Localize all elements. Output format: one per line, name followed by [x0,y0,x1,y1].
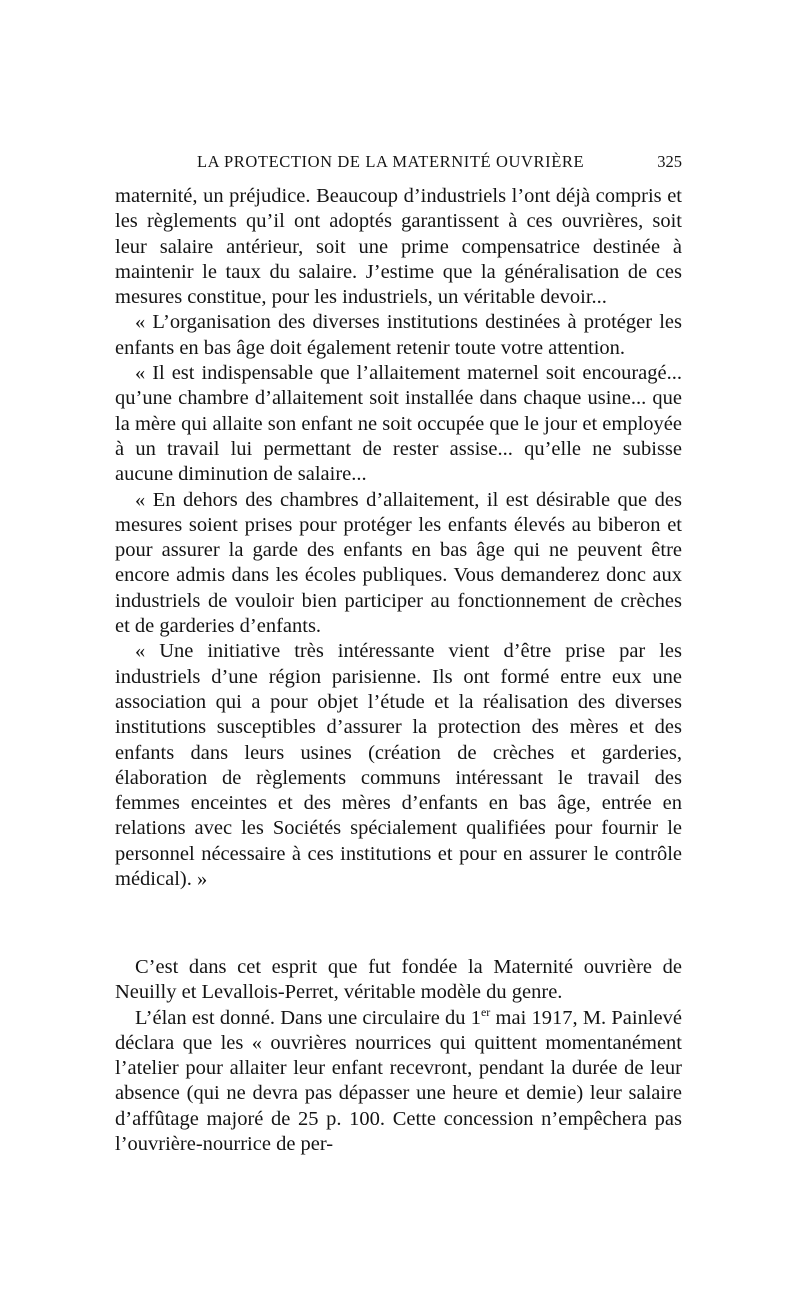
paragraph-initiative: « Une initiative très intéressante vient d’être prise par les industriels d’une région parisienne. Ils ont formé entre eux une association qui a pour objet l’étude et la réalisation des diverses institutions susceptibles d’assurer la protection des mères et des enfants dans leurs usines (création de crèches et garderies, élaboration de règlements communs intéressant le travail des femmes enceintes et des mères d’enfants en bas âge, entrée en relations avec les Sociétés spécialement qualifiées pour fournir le personnel nécessaire à ces institutions et pour en assurer le contrôle médical). » [115,640,682,891]
running-header [115,152,682,178]
ordinal-superscript: er [480,1004,491,1019]
quoted-circular-text [115,184,682,892]
paragraph-esprit: C’est dans cet esprit que fut fondée la Maternité ouvrière de Neuilly et Levallois-Perret, véritable modèle du genre. [115,956,682,1004]
paragraph-maternite: maternité, un préjudice. Beaucoup d’industriels l’ont déjà compris et les règlements qu’il ont adoptés garantissent à ces ouvrières, soit leur salaire antérieur, soit une prime compensatrice destinée à maintenir le taux du salaire. J’estime que la généralisation de ces mesures constitue, pour les industriels, un véritable devoir... [115,185,682,309]
elan-text-rest: mai 1917, M. Painlevé déclara que les « ouvrières nourrices qui quittent momentanément l’atelier pour allaiter leur enfant recevront, pendant la durée de leur absence (qui ne devra pas dépasser une heure et demie) leur salaire d’affûtage majoré de 25 p. 100. Cette concession n’empêchera pas l’ouvrière-nourrice de per- [115,1006,682,1156]
paragraph-elan [115,1006,682,1158]
narrative-text [115,955,682,1157]
running-title: LA PROTECTION DE LA MATERNITÉ OUVRIÈRE [197,152,585,171]
elan-text-start: L’élan est donné. Dans une circulaire du 1 [135,1006,481,1029]
paragraph-allaitement: « Il est indispensable que l’allaitement maternel soit encouragé... qu’une chambre d’allaitement soit installée dans chaque usine... que la mère qui allaite son enfant ne soit occupée que le jour et employée à un travail lui permettant de rester assise... qu’elle ne subisse aucune diminution de salaire... [115,362,682,486]
paragraph-organisation: « L’organisation des diverses institutions destinées à protéger les enfants en bas âge doit également retenir toute votre attention. [115,311,682,359]
page-number: 325 [657,152,682,171]
paragraph-chambres: « En dehors des chambres d’allaitement, il est désirable que des mesures soient prises pour protéger les enfants élevés au biberon et pour assurer la garde des enfants en bas âge qui ne peuvent être encore admis dans les écoles publiques. Vous demanderez donc aux industriels de vouloir bien participer au fonctionnement de crèches et de garderies d’enfants. [115,488,682,638]
